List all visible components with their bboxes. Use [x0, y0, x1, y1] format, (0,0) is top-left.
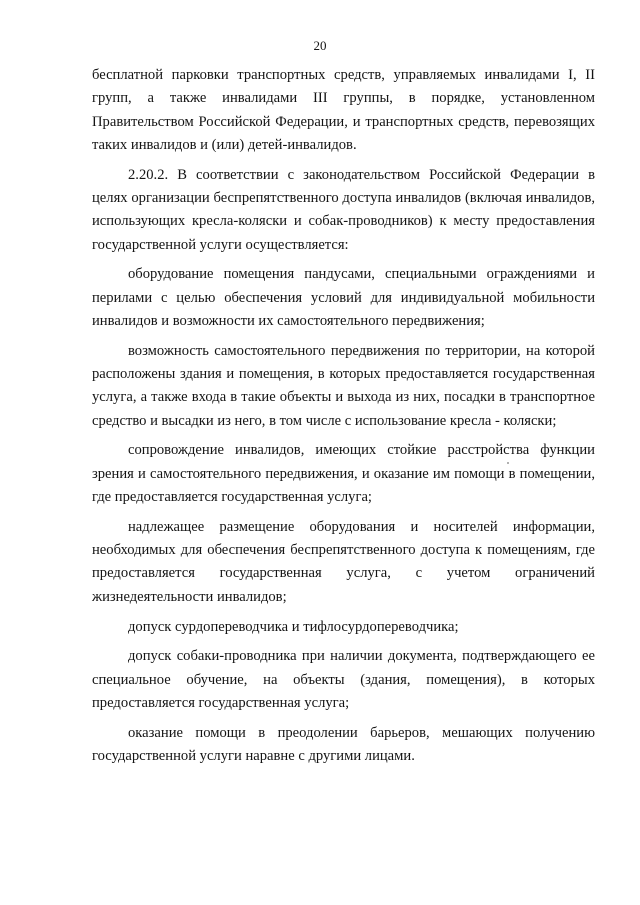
- paragraph-sign-interpreter: допуск сурдопереводчика и тифлосурдопереводчика;: [128, 618, 459, 635]
- paragraph-guide-dog: допуск собаки-проводника при наличии документа, подтверждающего ее специальное обучение, на объекты (здания, помещения), в которых предоставляется государственная услуга;: [92, 648, 595, 711]
- paragraph-escort-assistance: сопровождение инвалидов, имеющих стойкие расстройства функции зрения и самостоятельного передвижения, и оказание им помощи в помещении, где предоставляется государственная услуга;: [92, 442, 595, 506]
- scan-speck: [507, 462, 509, 464]
- paragraph-information-placement: надлежащее размещение оборудования и носителей информации, необходимых для обеспечения беспрепятственного доступа к помещениям, где предоставляется государственная услуга, с учетом ограничений жизнедеятельности инвалидов;: [92, 518, 595, 605]
- document-body: [92, 64, 595, 775]
- paragraph-barrier-help: оказание помощи в преодолении барьеров, мешающих получению государственной услуги наравне с другими лицами.: [92, 724, 595, 765]
- paragraph-independent-movement: возможность самостоятельного передвижения по территории, на которой расположены здания и помещения, в которых предоставляется государственная услуга, а также входа в такие объекты и выхода из них, посадки в транспортное средство и высадки из него, в том числе с использование кресла - коляски;: [92, 342, 595, 429]
- paragraph-ramps-equipment: оборудование помещения пандусами, специальными ограждениями и перилами с целью обеспечения условий для индивидуальной мобильности инвалидов и возможности их самостоятельного передвижения;: [92, 266, 595, 329]
- paragraph-section-2-20-2: 2.20.2. В соответствии с законодательством Российской Федерации в целях организации беспрепятственного доступа инвалидов (включая инвалидов, использующих кресла-коляски и собак-проводников) к месту предоставления государственной услуги осуществляется:: [92, 166, 595, 253]
- paragraph-parking-continuation: бесплатной парковки транспортных средств, управляемых инвалидами I, II групп, а также инвалидами III группы, в порядке, установленном Правительством Российской Федерации, и транспортных средств, перевозящих таких инвалидов и (или) детей-инвалидов.: [92, 67, 595, 153]
- page-number: 20: [313, 38, 327, 53]
